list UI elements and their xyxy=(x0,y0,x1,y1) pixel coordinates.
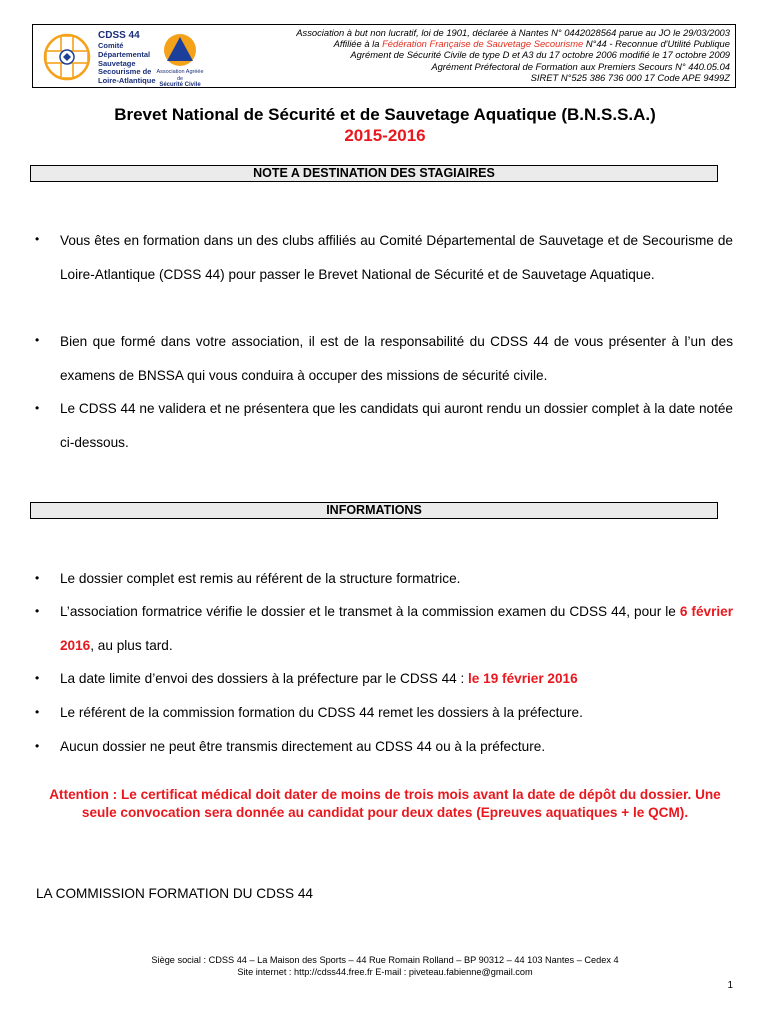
attention-notice: Attention : Le certificat médical doit dater de moins de trois mois avant la date de dépôt du dossier. Une seule convocation sera donnée au candidat pour deux dates (Epreuves aquatiques + le QCM). xyxy=(49,787,721,820)
footer-contact: Site internet : http://cdss44.free.fr E-mail : piveteau.fabienne@gmail.com xyxy=(237,966,533,977)
deadline-date: 6 février 2016 xyxy=(60,604,733,653)
page-footer xyxy=(0,955,770,978)
list-item: Le référent de la commission formation du CDSS 44 remet les dossiers à la préfecture. xyxy=(60,705,583,720)
footer-address: Siège social : CDSS 44 – La Maison des Sports – 44 Rue Romain Rolland – BP 90312 – 44 103 Nantes – Cedex 4 xyxy=(151,955,619,965)
info-line-2: Affiliée à la Fédération Française de Sauvetage Secourisme N°44 - Reconnue d'Utilité Publique xyxy=(333,38,730,50)
list-item: La date limite d’envoi des dossiers à la préfecture par le CDSS 44 : le 19 février 2016 xyxy=(60,671,578,686)
section-heading-informations: INFORMATIONS xyxy=(30,502,718,519)
bullet-icon: • xyxy=(35,604,40,618)
info-line-5: SIRET N°525 386 736 000 17 Code APE 9499Z xyxy=(530,71,730,83)
logo-line: Secourisme de xyxy=(98,67,152,77)
document-year: 2015-2016 xyxy=(344,126,426,145)
list-item: Le CDSS 44 ne validera et ne présentera que les candidats qui auront rendu un dossier complet à la date notée ci-dessous. xyxy=(60,401,733,450)
info-line-4: Agrément Préfectoral de Formation aux Premiers Secours N° 440.05.04 xyxy=(431,60,730,72)
prefecture-deadline-date: le 19 février 2016 xyxy=(468,671,578,686)
logo-line: Comité xyxy=(98,41,124,50)
securite-civile-caption: Association Agréée de Sécurité Civile xyxy=(156,69,204,88)
page-number: 1 xyxy=(727,980,733,991)
bullet-icon: • xyxy=(35,401,40,415)
list-item: Le dossier complet est remis au référent de la structure formatrice. xyxy=(60,571,461,586)
info-line-3: Agrément de Sécurité Civile de type D et A3 du 17 octobre 2006 modifié le 17 octobre 2009 xyxy=(350,49,730,61)
bullet-icon: • xyxy=(35,671,40,685)
list-item: Bien que formé dans votre association, il est de la responsabilité du CDSS 44 de vous présenter à l’un des examens de BNSSA qui vous conduira à occuper des missions de sécurité civile. xyxy=(60,334,733,383)
list-item: Vous êtes en formation dans un des clubs affiliés au Comité Départemental de Sauvetage et de Secourisme de Loire-Atlantique (CDSS 44) pour passer le Brevet National de Sécurité et de Sauvetage Aquatique. xyxy=(60,233,733,282)
cdss-cross-logo-icon xyxy=(42,32,92,82)
federation-name: Fédération Française de Sauvetage Secourisme xyxy=(382,38,584,50)
info-line-1: Association à but non lucratif, loi de 1901, déclarée à Nantes N° 0442028564 parue au JO le 29/03/2003 xyxy=(296,27,730,38)
list-item: L’association formatrice vérifie le dossier et le transmet à la commission examen du CDSS 44, pour le 6 février 2016, au plus tard. xyxy=(60,604,733,653)
logo-line: Loire-Atlantique xyxy=(98,76,156,86)
association-info xyxy=(230,27,730,83)
bullet-icon: • xyxy=(35,333,40,347)
section-heading-stagiaires: NOTE A DESTINATION DES STAGIAIRES xyxy=(30,165,718,182)
bullet-icon: • xyxy=(35,232,40,246)
logo-line: Sauvetage xyxy=(98,58,136,68)
logo-line: Départemental xyxy=(98,49,151,59)
list-item: Aucun dossier ne peut être transmis directement au CDSS 44 ou à la préfecture. xyxy=(60,739,546,754)
logo-name: CDSS 44 xyxy=(98,30,140,41)
document-title: Brevet National de Sécurité et de Sauvetage Aquatique (B.N.S.S.A.) xyxy=(114,105,656,124)
bullet-icon: • xyxy=(35,705,40,719)
signature-commission: LA COMMISSION FORMATION DU CDSS 44 xyxy=(36,886,313,901)
bullet-icon: • xyxy=(35,739,40,753)
bullet-icon: • xyxy=(35,571,40,585)
